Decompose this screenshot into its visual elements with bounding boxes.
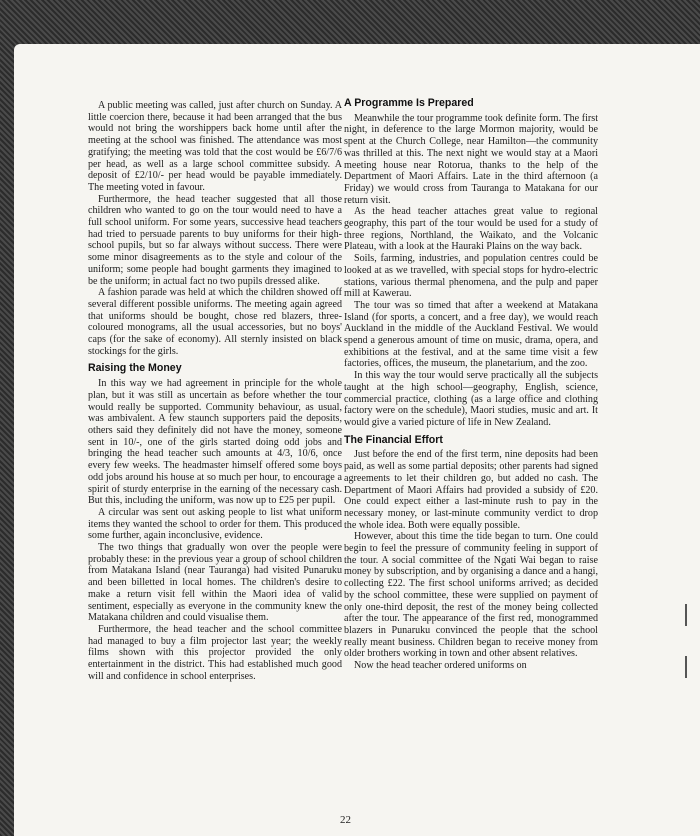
page-number: 22 [340,814,351,826]
paragraph: Meanwhile the tour programme took definite form. The first night, in deference to the large Mormon majority, would be spent at the Church College, near Hamilton—the community was thrilled at this. The next night we would stay at a Maori meeting house near Rotorua, thanks to the help of the Department of Maori Affairs. Late in the third afternoon (a Friday) we would cross from Tauranga to Matakana for our return visit. [344,112,598,206]
paragraph: The tour was so timed that after a weekend at Matakana Island (for sports, a concert, and a free day), we would reach Auckland in the middle of the Auckland Festival. We would spend a generous amount of time on music, drama, opera, and exhibitions at the festival, and at the same time visit a few factories, offices, the museum, the planetarium, and the zoo. [344,299,598,370]
margin-mark [685,604,687,626]
margin-mark [685,656,687,678]
section-heading-raising-money: Raising the Money [88,362,182,375]
paragraph: A circular was sent out asking people to list what uniform items they wanted the school to order for them. This produced some further, again inconclusive, evidence. [88,506,342,542]
left-column [88,100,342,682]
section-heading-programme: A Programme Is Prepared [344,97,474,109]
section-heading-financial-effort: The Financial Effort [344,433,443,446]
paragraph: A fashion parade was held at which the children showed off several different possible uniforms. The meeting again agreed that uniforms should be bought, chose red blazers, three-coloured monograms, all the usual accessories, but no boys' caps (for the sake of economy). All sternly insisted on black stockings for the girls. [88,287,342,357]
right-column [344,98,598,672]
paragraph: Now the head teacher ordered uniforms on [354,660,527,672]
paragraph: As the head teacher attaches great value to regional geography, this part of the tour would be used for a study of three regions, Northland, the Waikato, and the Volcanic Plateau, with a look at the Hauraki Plains on the way back. [344,206,598,253]
paragraph: Just before the end of the first term, nine deposits had been paid, as well as some partial deposits; other parents had signed agreements to let their children go, but added no cash. The Department of Maori Affairs had provided a subsidy of £20. One could expect either a last-minute rush to pay in the necessary money, or last-minute community verdict to drop the whole idea. Both were equally possible. [344,449,598,531]
document-page [14,44,700,836]
paragraph: Furthermore, the head teacher suggested that all those children who wanted to go on the tour would need to have a full school uniform. For some years, successive head teachers had tried to persuade parents to buy uniforms for their high-school pupils, but so far always without success. There were some minor disagreements as to the style and colour of the uniform; some people had bought garments they imagined to be the uniform; in actual fact no two pupils dressed alike. [88,193,342,287]
paragraph: Furthermore, the head teacher and the school committee had managed to buy a film projector last year; the weekly films shown with this projector provided the only entertainment in the district. This had established much good will and confidence in school enterprises. [88,623,342,682]
paragraph: However, about this time the tide began to turn. One could begin to feel the pressure of community feeling in support of the tour. A social committee of the Ngati Wai began to raise money by subscription, and by organising a dance and a hangi, collecting £22. The first school uniforms arrived; as decided by the school committee, these were supplied on payment of only one-third deposit, the rest of the money being collected after the tour. The appearance of the first red, monogrammed blazers in Punaruku convinced the people that the school really meant business. Children began to receive money from older brothers working in town and other absent relatives. [344,531,598,660]
paragraph: In this way the tour would serve practically all the subjects taught at the high school—geography, English, science, commercial practice, clothing (as a large office and clothing factory were on the schedule), Maori studies, music and art. It would give a varied picture of life in New Zealand. [344,370,598,428]
paragraph: Soils, farming, industries, and population centres could be looked at as we travelled, with special stops for hydro-electric stations, various thermal phenomena, and the pulp and paper mill at Kawerau. [344,253,598,300]
paragraph: A public meeting was called, just after church on Sunday. A little coercion there, because it had been arranged that the bus would not bring the worshippers back home until after the meeting at the school was finished. The attendance was most gratifying; the meeting was told that the cost would be £6/7/6 per head, as well as a large school committee subsidy. A deposit of £2/10/- per head would be payable immediately. The meeting voted in favour. [88,100,342,193]
paragraph: In this way we had agreement in principle for the whole plan, but it was still as uncertain as before whether the tour would really be supported. Community behaviour, as usual, was ambivalent. A few staunch supporters paid the deposits, others said they definitely did not have the money, someone sent in 10/-, one of the girls started doing odd jobs and bringing the head teacher such amounts at 4/3, 10/6, once every few weeks. The headmaster himself offered some boys odd jobs around his house at so much per hour, to encourage a spirit of sturdy enterprise in the earning of the necessary cash. But this, including the uniform, was now up to £25 per pupil. [88,378,342,507]
paragraph: The two things that gradually won over the people were probably these: in the previous year a group of school children from Matakana Island (near Tauranga) had visited Punaruku and been billetted in local homes. The children's desire to make a return visit fell within the Maori idea of valid sentiment, especially as everyone in the community knew the Matakana children and could visualise them. [88,542,342,624]
